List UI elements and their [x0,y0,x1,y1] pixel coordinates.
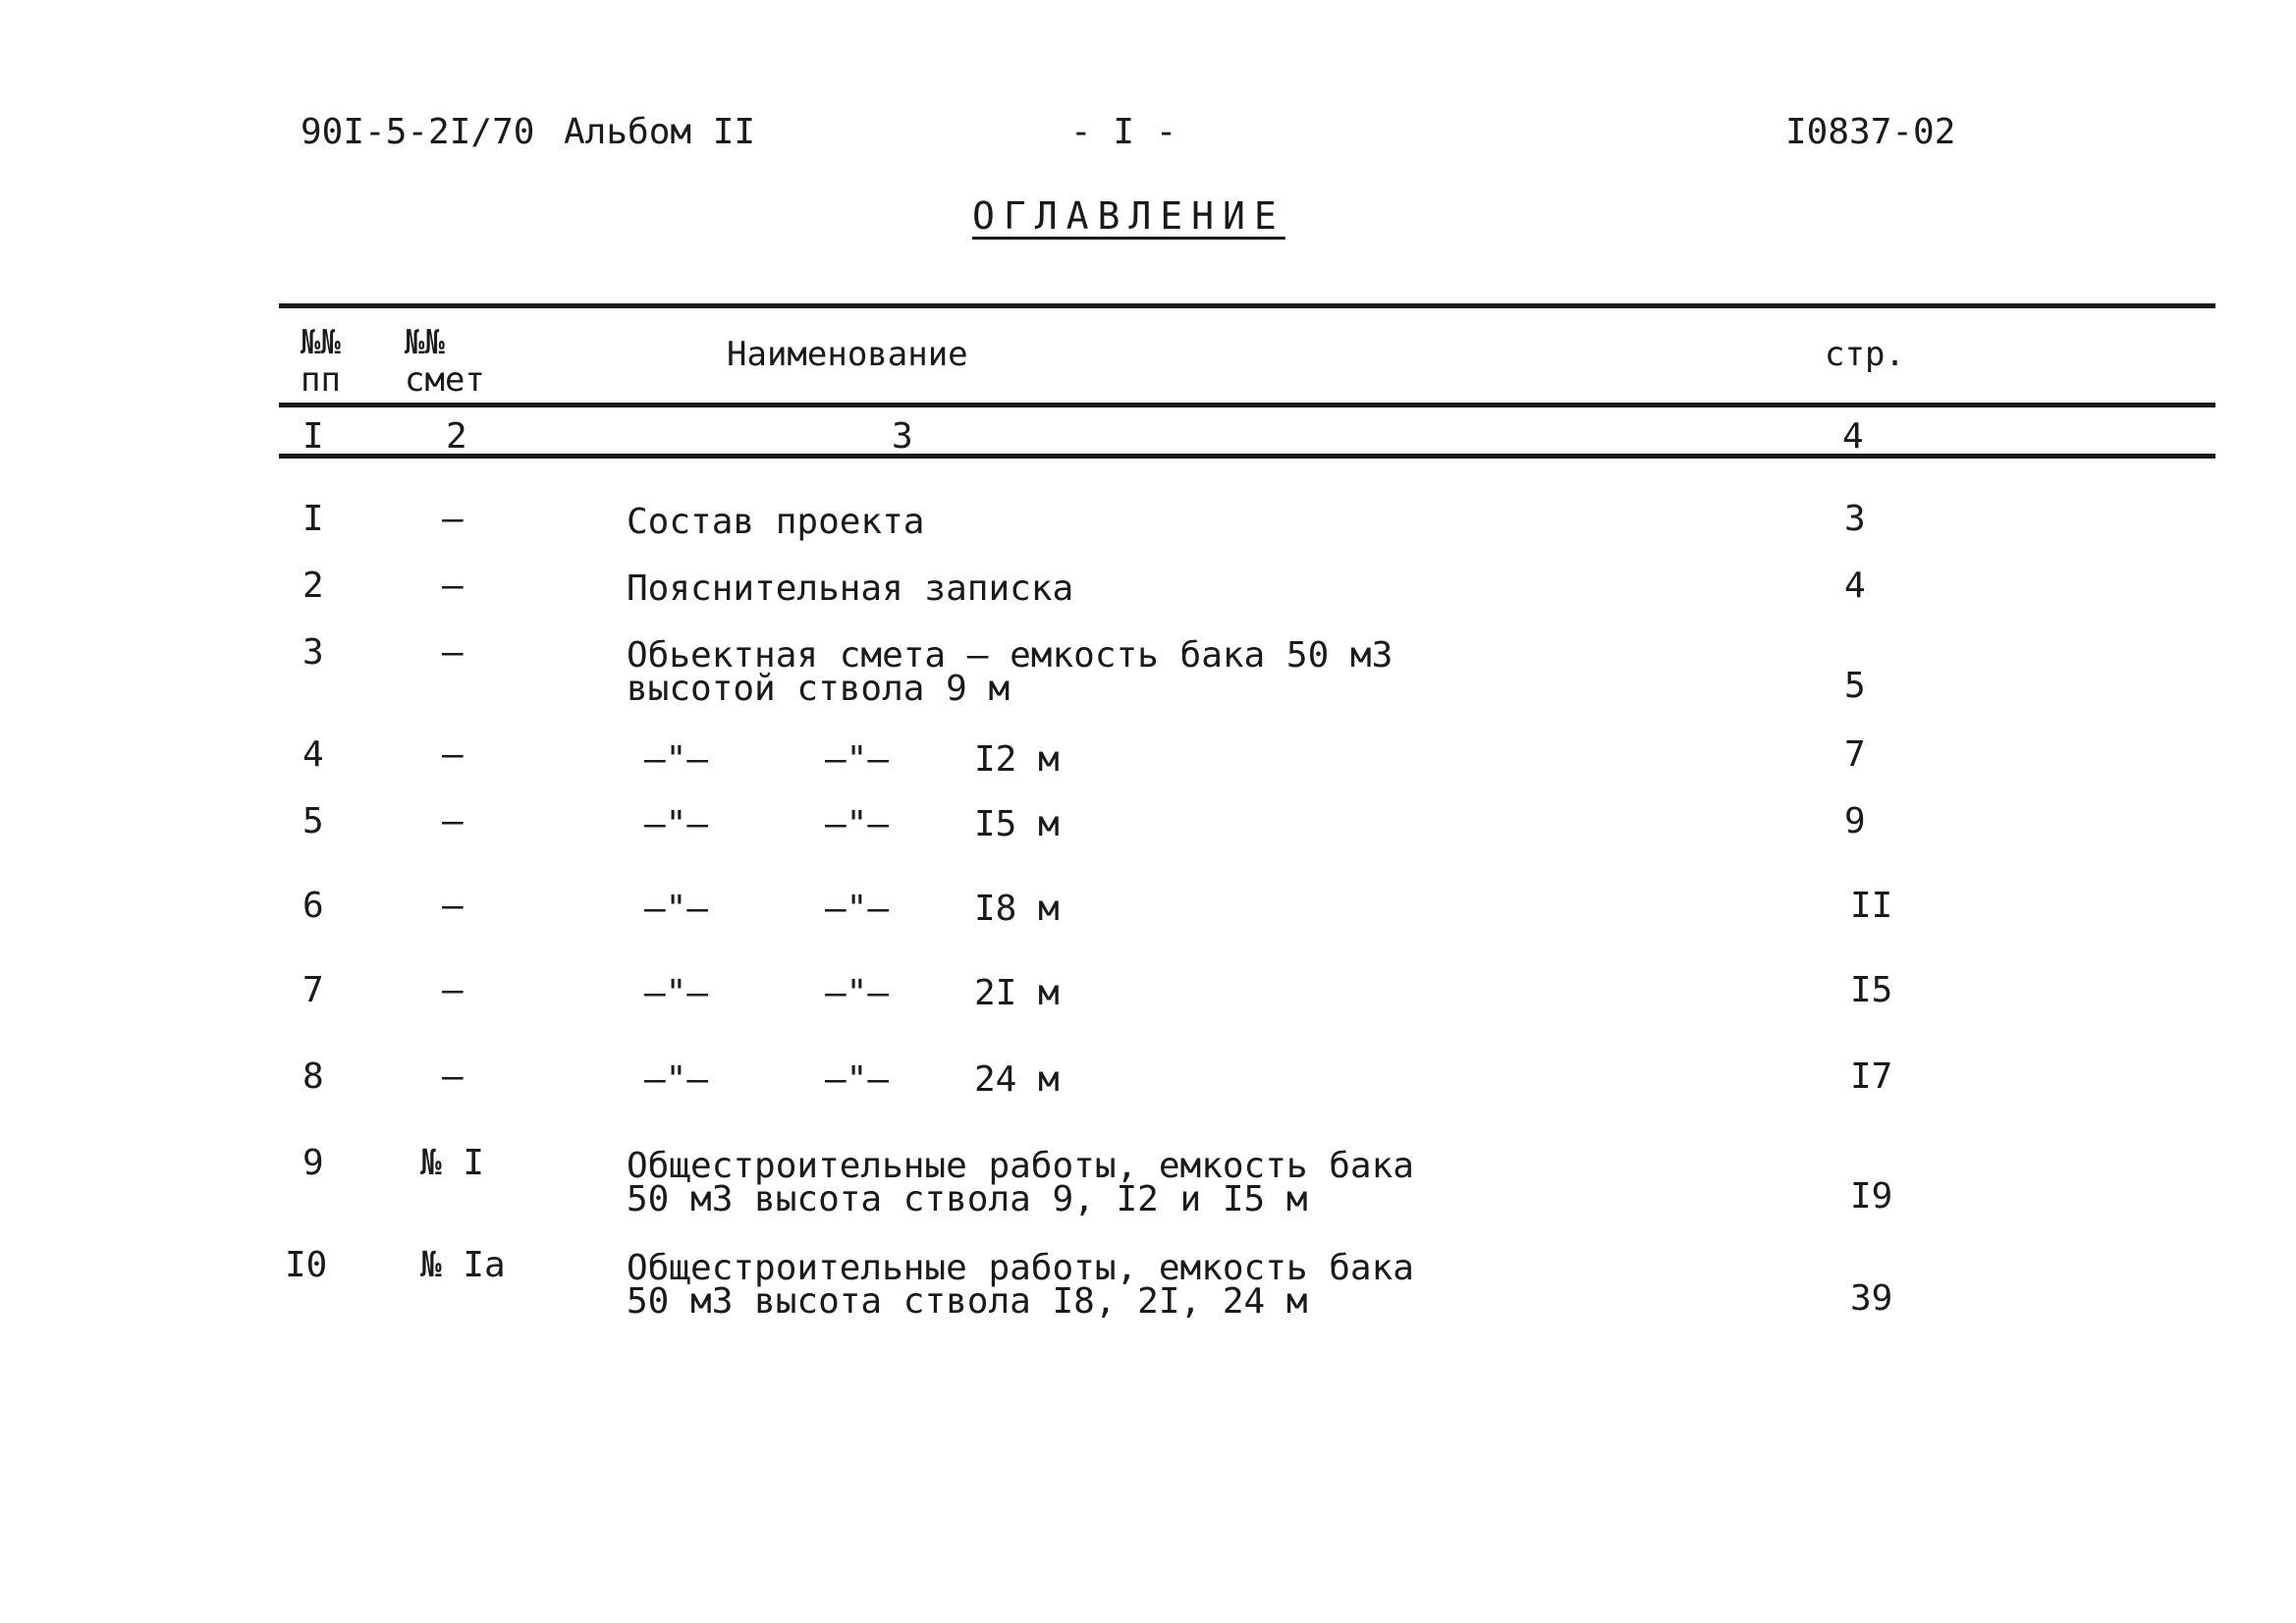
entry-name-line2: 50 м3 высота ствола 9, I2 и I5 м [627,1179,1308,1219]
ditto-mark: –"– [644,739,709,780]
entry-page: 7 [1844,734,1866,775]
row-number: 3 [302,632,324,673]
estimate-number: – [442,632,464,673]
tower-height: I2 м [974,739,1060,780]
entry-name: Пояснительная записка [627,568,1074,609]
row-number: 7 [302,970,324,1010]
estimate-number: № Iа [420,1245,506,1285]
document-code: I0837-02 [1785,112,1956,152]
tower-height: I8 м [974,889,1060,929]
entry-page: 4 [1844,566,1866,606]
tower-height: I5 м [974,804,1060,844]
row-number: I [302,499,324,539]
table-top-rule [279,303,2215,308]
estimate-number: – [442,1056,464,1097]
entry-page: 5 [1844,666,1866,706]
album-label: Альбом II [564,112,756,152]
entry-name-line2: 50 м3 высота ствола I8, 2I, 24 м [627,1281,1308,1322]
column-number-2: 2 [446,416,467,457]
tower-height: 24 м [974,1059,1060,1100]
estimate-number: – [442,886,464,926]
ditto-mark: –"– [644,973,709,1013]
column-number-4: 4 [1842,416,1864,457]
row-number: 4 [302,734,324,775]
entry-name-line1: Общестроительные работы, емкость бака [627,1146,1414,1186]
ditto-mark: –"– [644,804,709,844]
row-number: 5 [302,801,324,841]
row-number: 2 [302,566,324,606]
entry-page: 9 [1844,801,1866,841]
tower-height: 2I м [974,973,1060,1013]
estimate-number: № I [420,1143,485,1183]
entry-page: I5 [1850,970,1893,1010]
estimate-number: – [442,499,464,539]
row-number: I0 [285,1245,328,1285]
column-header-estimate [405,324,485,399]
column-header-page: стр. [1825,335,1905,374]
entry-page: I9 [1850,1176,1893,1217]
estimate-number: – [442,801,464,841]
estimate-number: – [442,970,464,1010]
ditto-mark: –"– [825,1059,890,1100]
page-number: - I - [1070,112,1177,152]
column-header-no [301,324,341,399]
column-header-no-line2: пп [301,360,341,400]
column-number-1: I [302,416,324,457]
entry-page: 3 [1844,499,1866,539]
ditto-mark: –"– [825,804,890,844]
row-number: 9 [302,1143,324,1183]
series-code: 90I-5-2I/70 [301,112,535,152]
ditto-mark: –"– [644,1059,709,1100]
column-header-no-line1: №№ [301,323,341,362]
page-title: ОГЛАВЛЕНИЕ [972,194,1285,238]
column-header-name: Наименование [727,335,968,374]
ditto-mark: –"– [825,889,890,929]
entry-name: Состав проекта [627,502,925,542]
estimate-number: – [442,566,464,606]
column-header-estimate-line1: №№ [405,323,445,362]
column-number-3: 3 [892,416,913,457]
table-colnum-rule [279,454,2215,459]
entry-page: 39 [1850,1278,1893,1319]
column-header-estimate-line2: смет [405,360,485,400]
row-number: 8 [302,1056,324,1097]
entry-page: II [1850,886,1893,926]
entry-name-line1: Обьектная смета – емкость бака 50 м3 [627,635,1394,676]
ditto-mark: –"– [825,973,890,1013]
row-number: 6 [302,886,324,926]
ditto-mark: –"– [644,889,709,929]
table-header-rule [279,403,2215,407]
entry-name-line2: высотой ствола 9 м [627,669,1011,709]
entry-page: I7 [1850,1056,1893,1097]
entry-name-line1: Общестроительные работы, емкость бака [627,1248,1414,1288]
ditto-mark: –"– [825,739,890,780]
estimate-number: – [442,734,464,775]
